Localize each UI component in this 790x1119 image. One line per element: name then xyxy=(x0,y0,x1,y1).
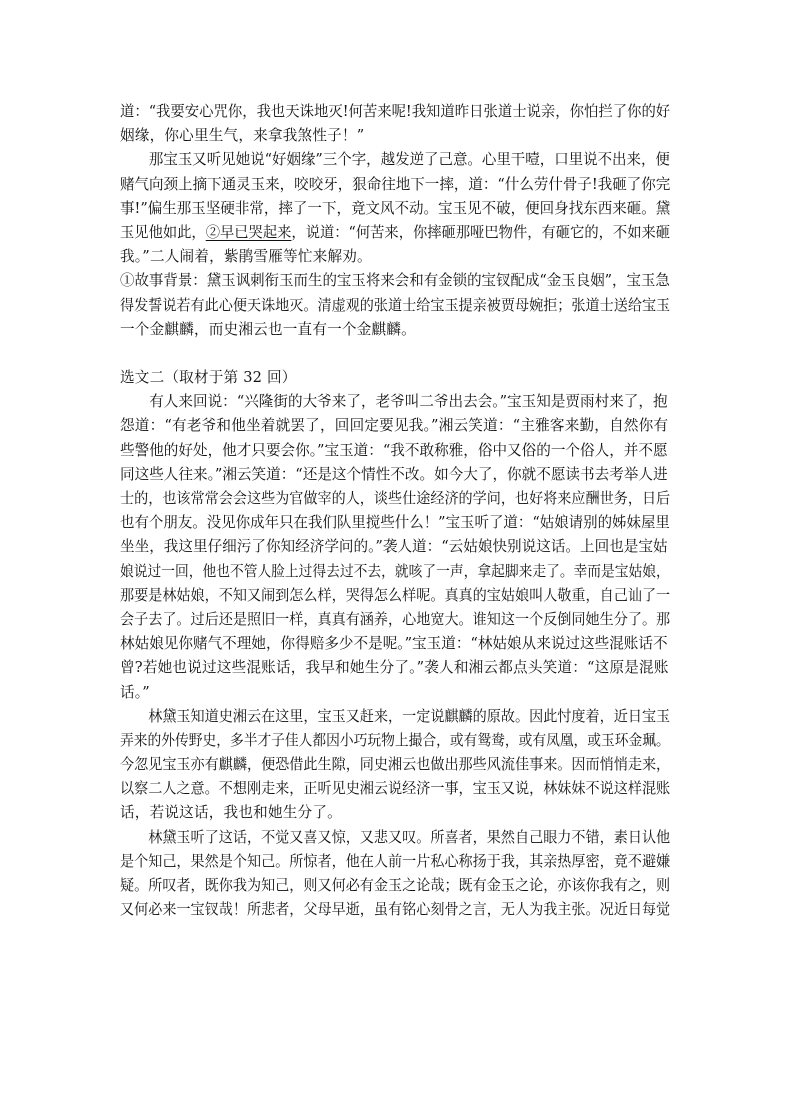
text-line: 那要是林姑娘，不知又闹到怎么样，哭得怎么样呢。真真的宝姑娘叫人敬重，自己讪了一 xyxy=(120,586,671,604)
text-line: 曾?若她也说过这些混账话，我早和她生分了。”袭人和湘云都点头笑道：“这原是混账 xyxy=(120,659,669,677)
text-line: 也有个朋友。没见你成年只在我们队里搅些什么！”宝玉听了道：“姑娘请别的姊妹屋里 xyxy=(120,514,670,532)
text-line: 那宝玉又听见她说“好姻缘”三个字，越发逆了己意。心里干噎，口里说不出来，便 xyxy=(120,151,670,169)
text-line: 以察二人之意。不想刚走来，正听见史湘云说经济一事，宝玉又说，林妹妹不说这样混账 xyxy=(120,780,671,798)
text-line: 士的，也该常常会会这些为官做宰的人，谈些仕途经济的学问，也好将来应酬世务，日后 xyxy=(120,490,671,507)
text-line: 赌气向颈上摘下通灵玉来，咬咬牙，狠命往地下一摔，道：“什么劳什骨子!我砸了你完 xyxy=(120,175,671,193)
text-line: 姻缘，你心里生气，来拿我煞性子！” xyxy=(120,127,365,145)
text-line: 林黛玉听了这话，不觉又喜又惊，又悲又叹。所喜者，果然自己眼力不错，素日认他 xyxy=(120,828,671,846)
text-line: 些警他的好处，他才只要会你。”宝玉道：“我不敢称雅，俗中又俗的一个俗人，并不愿 xyxy=(120,441,668,459)
text-line: 疑。所叹者，既你我为知己，则又何必有金玉之论哉；既有金玉之论，亦该你我有之，则 xyxy=(120,877,671,894)
footnote-line: ①故事背景：黛玉讽刺衔玉而生的宝玉将来会和有金锁的宝钗配成“金玉良姻”，宝玉急 xyxy=(120,272,670,290)
text-line: 林黛玉知道史湘云在这里，宝玉又赶来，一定说麒麟的原故。因此忖度着，近日宝玉 xyxy=(120,707,671,725)
text-line: 话。” xyxy=(120,683,150,701)
text-line: 怨道：“有老爷和他坐着就罢了，回回定要见我。”湘云笑道：“主雅客来勤，自然你有 xyxy=(120,417,669,435)
text-line: 今忽见宝玉亦有麒麟，便恐借此生隙，同史湘云也做出那些风流佳事来。因而悄悄走来， xyxy=(120,756,671,774)
text-line: 话，若说这话，我也和她生分了。 xyxy=(120,804,342,822)
text-line xyxy=(120,221,671,245)
footnote xyxy=(120,269,670,342)
text-line: 同这些人往来。”湘云笑道：“还是这个情性不改。如今大了，你就不愿读书去考举人进 xyxy=(120,465,668,483)
text-line: 林姑娘见你赌气不理她，你得赔多少不是呢。”宝玉道：“林姑娘从来说过这些混账话不 xyxy=(120,635,668,653)
text-line: 有人来回说：“兴隆街的大爷来了，老爷叫二爷出去会。”宝玉知是贾雨村来了，抱 xyxy=(120,393,668,411)
section-heading: 选文二（取材于第 32 回） xyxy=(120,369,297,387)
section-two xyxy=(120,366,670,922)
text-line: 弄来的外传野史，多半才子佳人都因小巧玩物上撮合，或有鸳鸯，或有凤凰，或玉环金珮。 xyxy=(120,731,670,749)
footnote-line: 得发誓说若有此心便天诛地灭。清虚观的张道士给宝玉提亲被贾母婉拒；张道士送给宝玉 xyxy=(120,296,671,314)
text-line: 是个知己，果然是个知己。所惊者，他在人前一片私心称扬于我，其亲热厚密，竟不避嫌 xyxy=(120,852,671,870)
text-line: 会子去了。过后还是照旧一样，真真有涵养，心地宽大。谁知这一个反倒同她生分了。那 xyxy=(120,610,671,628)
spacer xyxy=(120,342,670,366)
text-segment: ，说道：“何苦来，你摔砸那哑巴物件，有砸它的，不如来砸 xyxy=(291,223,671,241)
footnote-line: 一个金麒麟，而史湘云也一直有一个金麒麟。 xyxy=(120,320,416,338)
text-line: 又何必来一宝钗哉！所悲者，父母早逝，虽有铭心刻骨之言，无人为我主张。况近日每觉 xyxy=(120,901,671,919)
text-line: 事!”偏生那玉坚硬非常，摔了一下，竟文风不动。宝玉见不破，便回身找东西来砸。黛 xyxy=(120,199,671,217)
text-line: 坐坐，我这里仔细污了你知经济学问的。”袭人道：“云姑娘快别说这话。上回也是宝姑 xyxy=(120,538,668,556)
document-page xyxy=(120,100,670,922)
text-line: 娘说过一回，他也不管人脸上过得去过不去，就咳了一声，拿起脚来走了。幸而是宝姑娘， xyxy=(120,562,670,580)
underlined-marker-2: ②早已哭起来 xyxy=(205,223,292,241)
text-segment: 玉见他如此， xyxy=(120,223,206,241)
text-line: 我。”二人闹着，紫鹃雪雁等忙来解劝。 xyxy=(120,248,372,266)
text-line: 道：“我要安心咒你，我也天诛地灭!何苦来呢!我知道昨日张道士说亲，你怕拦了你的好 xyxy=(120,103,671,120)
passage-one xyxy=(120,100,670,269)
